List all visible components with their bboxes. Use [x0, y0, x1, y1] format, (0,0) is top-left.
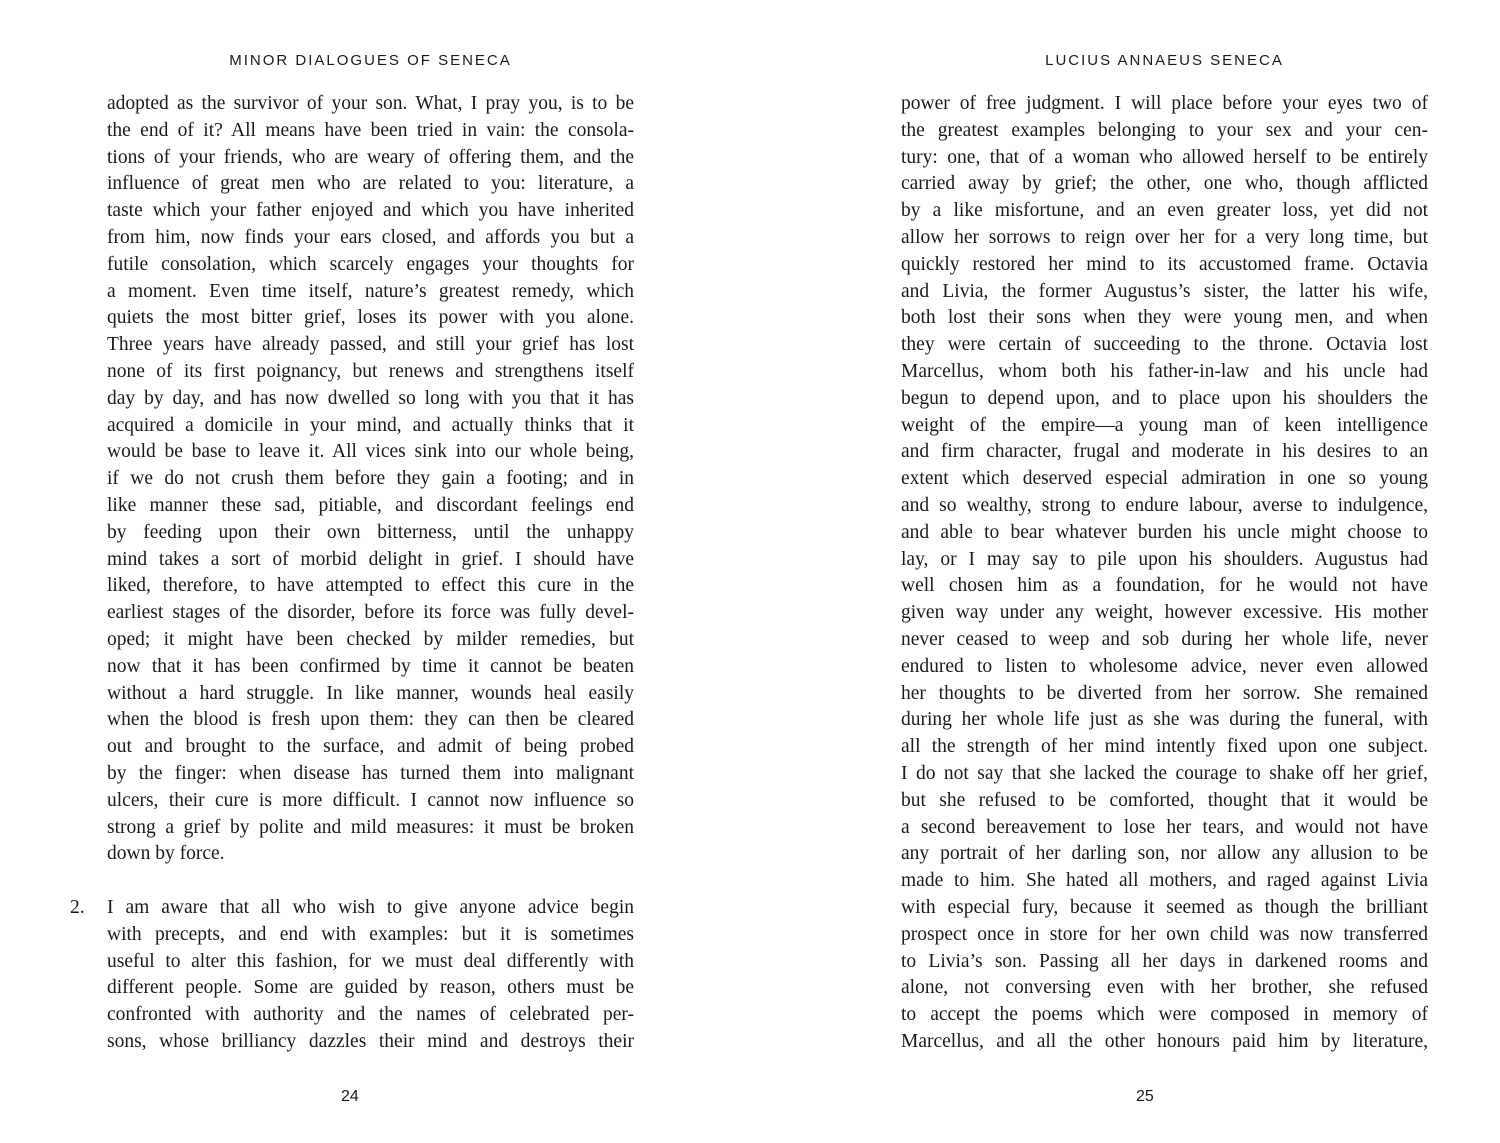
text-line: out and brought to the surface, and admit of being probed: [107, 736, 634, 758]
text-line: a second bereavement to lose her tears, and would not have: [901, 816, 1428, 838]
text-line: now that it has been confirmed by time it cannot be beaten: [107, 655, 634, 677]
text-line: useful to alter this fashion, for we must deal differently with: [107, 950, 634, 972]
text-line: different people. Some are guided by reason, others must be: [107, 977, 634, 999]
text-line: all the strength of her mind intently fixed upon one subject.: [901, 736, 1428, 758]
text-line: when the blood is fresh upon them: they can then be cleared: [107, 709, 634, 731]
text-line: I am aware that all who wish to give anyone advice begin: [107, 896, 634, 918]
paragraph-1: [107, 91, 634, 868]
text-line: made to him. She hated all mothers, and raged against Livia: [901, 870, 1428, 892]
text-line: and able to bear whatever burden his uncle might choose to: [901, 521, 1428, 543]
text-line: alone, not conversing even with her brother, she refused: [901, 977, 1428, 999]
text-line: any portrait of her darling son, nor allow any allusion to be: [901, 843, 1428, 865]
text-line: strong a grief by polite and mild measures: it must be broken: [107, 816, 634, 838]
text-line: from him, now finds your ears closed, and affords you but a: [107, 226, 634, 248]
text-line: to accept the poems which were composed in memory of: [901, 1004, 1428, 1026]
text-line: weight of the empire—a young man of keen intelligence: [901, 414, 1428, 436]
right-page: [750, 0, 1500, 1143]
text-line: and firm character, frugal and moderate in his desires to an: [901, 441, 1428, 463]
text-line: allow her sorrows to reign over her for a very long time, but: [901, 226, 1428, 248]
text-line: never ceased to weep and sob during her whole life, never: [901, 628, 1428, 650]
running-head-left: MINOR DIALOGUES OF SENECA: [229, 52, 512, 69]
text-line: I do not say that she lacked the courage to shake off her grief,: [901, 762, 1428, 784]
text-line: and Livia, the former Augustus’s sister, the latter his wife,: [901, 280, 1428, 302]
text-line: prospect once in store for her own child was now transferred: [901, 923, 1428, 945]
paragraph-number: 2.: [70, 896, 85, 918]
left-text-block: [70, 91, 634, 1056]
text-line: to Livia’s son. Passing all her days in darkened rooms and: [901, 950, 1428, 972]
text-line: adopted as the survivor of your son. What, I pray you, is to be: [107, 93, 634, 114]
text-line: both lost their sons when they were young men, and when: [901, 307, 1428, 329]
text-line: a moment. Even time itself, nature’s greatest remedy, which: [107, 280, 634, 302]
text-line: her thoughts to be diverted from her sorrow. She remained: [901, 682, 1428, 704]
text-line: with precepts, and end with examples: but it is sometimes: [107, 923, 634, 945]
text-line: lay, or I may say to pile upon his shoulders. Augustus had: [901, 548, 1428, 570]
text-line: the end of it? All means have been tried in vain: the consola-: [107, 119, 634, 141]
page-number-right: 25: [1136, 1088, 1154, 1105]
paragraph-gap: [107, 868, 634, 895]
text-line: liked, therefore, to have attempted to effect this cure in the: [107, 575, 634, 597]
text-line: if we do not crush them before they gain a footing; and in: [107, 468, 634, 490]
text-line: without a hard struggle. In like manner, wounds heal easily: [107, 682, 634, 704]
text-line: Three years have already passed, and still your grief has lost: [107, 334, 634, 356]
text-line: taste which your father enjoyed and which you have inherited: [107, 200, 634, 222]
paragraph-2: [70, 895, 634, 1056]
text-line: by feeding upon their own bitterness, until the unhappy: [107, 521, 634, 543]
text-line: they were certain of succeeding to the throne. Octavia lost: [901, 334, 1428, 356]
text-line: carried away by grief; the other, one who, though afflicted: [901, 173, 1428, 195]
text-line: well chosen him as a foundation, for he would not have: [901, 575, 1428, 597]
text-line: day by day, and has now dwelled so long with you that it has: [107, 387, 634, 409]
text-line: mind takes a sort of morbid delight in grief. I should have: [107, 548, 634, 570]
text-line: like manner these sad, pitiable, and discordant feelings end: [107, 494, 634, 516]
text-line: but she refused to be comforted, thought that it would be: [901, 789, 1428, 811]
paragraph-2-first-line-wrap: [70, 895, 634, 922]
text-line: quiets the most bitter grief, loses its power with you alone.: [107, 307, 634, 329]
text-line: tions of your friends, who are weary of offering them, and the: [107, 146, 634, 168]
text-line: extent which deserved especial admiration in one so young: [901, 468, 1428, 490]
text-line: influence of great men who are related to you: literature, a: [107, 173, 634, 195]
text-line: none of its first poignancy, but renews and strengthens itself: [107, 360, 634, 382]
text-line: endured to listen to wholesome advice, never even allowed: [901, 655, 1428, 677]
page-number-left: 24: [341, 1088, 359, 1105]
text-line: quickly restored her mind to its accustomed frame. Octavia: [901, 253, 1428, 275]
text-line: during her whole life just as she was during the funeral, with: [901, 709, 1428, 731]
text-line: begun to depend upon, and to place upon his shoulders the: [901, 387, 1428, 409]
text-line: Marcellus, and all the other honours paid him by literature,: [901, 1030, 1428, 1052]
text-line: with especial fury, because it seemed as though the brilliant: [901, 896, 1428, 918]
text-line: earliest stages of the disorder, before its force was fully devel-: [107, 602, 634, 624]
text-line: and so wealthy, strong to endure labour, averse to indulgence,: [901, 494, 1428, 516]
text-line: given way under any weight, however excessive. His mother: [901, 602, 1428, 624]
text-line: futile consolation, which scarcely engages your thoughts for: [107, 253, 634, 275]
text-line: tury: one, that of a woman who allowed herself to be entirely: [901, 146, 1428, 168]
text-line: down by force.: [107, 843, 225, 865]
text-line: power of free judgment. I will place before your eyes two of: [901, 93, 1428, 114]
running-head-right: LUCIUS ANNAEUS SENECA: [1045, 52, 1284, 69]
text-line: by a like misfortune, and an even greater loss, yet did not: [901, 200, 1428, 222]
text-line: confronted with authority and the names of celebrated per-: [107, 1004, 634, 1026]
text-line: ulcers, their cure is more difficult. I cannot now influence so: [107, 789, 634, 811]
text-line: the greatest examples belonging to your sex and your cen-: [901, 119, 1428, 141]
text-line: sons, whose brilliancy dazzles their mind and destroys their: [107, 1030, 634, 1052]
right-text-block: [901, 91, 1428, 1056]
text-line: would be base to leave it. All vices sink into our whole being,: [107, 441, 634, 463]
text-line: acquired a domicile in your mind, and actually thinks that it: [107, 414, 634, 436]
text-line: oped; it might have been checked by milder remedies, but: [107, 628, 634, 650]
text-line: Marcellus, whom both his father-in-law and his uncle had: [901, 360, 1428, 382]
text-line: by the finger: when disease has turned them into malignant: [107, 762, 634, 784]
